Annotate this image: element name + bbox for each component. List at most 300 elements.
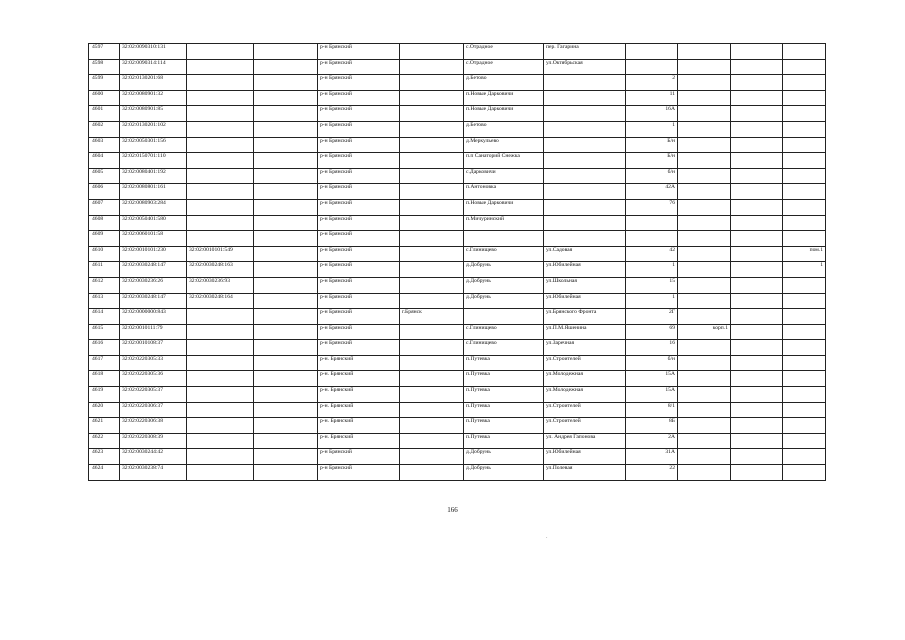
city-cell [400, 75, 464, 91]
empty-cell [254, 44, 318, 60]
empty-cell [254, 433, 318, 449]
district-cell: р-н Брянский [318, 153, 400, 169]
house-number-cell [626, 231, 678, 247]
row-number-cell: 4607 [89, 199, 120, 215]
house-number-cell: 16 [626, 340, 678, 356]
building-cell [678, 137, 731, 153]
linked-cadastral-cell: 32:02:0010101:549 [187, 246, 254, 262]
city-cell [400, 355, 464, 371]
table-row [89, 246, 826, 262]
row-number-cell: 4611 [89, 262, 120, 278]
row-number-cell: 4618 [89, 371, 120, 387]
row-number-cell: 4624 [89, 465, 120, 481]
table-row [89, 59, 826, 75]
linked-cadastral-cell [187, 44, 254, 60]
locality-cell: п.Путевка [464, 402, 544, 418]
street-cell: ул. Андрея Гапонова [544, 433, 626, 449]
empty-cell [254, 418, 318, 434]
street-cell: пер. Гагарина [544, 44, 626, 60]
cadastral-number-cell: 32:02:0080801:161 [120, 184, 187, 200]
linked-cadastral-cell [187, 215, 254, 231]
cadastral-number-cell: 32:02:0010111:79 [120, 324, 187, 340]
street-cell: ул.Юбилейная [544, 262, 626, 278]
street-cell: ул.Юбилейная [544, 449, 626, 465]
row-number-cell: 4605 [89, 168, 120, 184]
house-number-cell: 15А [626, 371, 678, 387]
premises-cell [783, 168, 826, 184]
house-number-cell: 2А [626, 433, 678, 449]
empty-cell [731, 184, 783, 200]
empty-cell [254, 199, 318, 215]
locality-cell: д.Добрунь [464, 465, 544, 481]
house-number-cell [626, 44, 678, 60]
premises-cell [783, 153, 826, 169]
row-number-cell: 4604 [89, 153, 120, 169]
linked-cadastral-cell: 32:02:0030236:93 [187, 277, 254, 293]
linked-cadastral-cell [187, 59, 254, 75]
district-cell: р-н Брянский [318, 449, 400, 465]
linked-cadastral-cell [187, 153, 254, 169]
premises-cell [783, 199, 826, 215]
table-row [89, 418, 826, 434]
empty-cell [254, 215, 318, 231]
city-cell [400, 90, 464, 106]
city-cell [400, 59, 464, 75]
city-cell [400, 153, 464, 169]
table-row [89, 340, 826, 356]
district-cell: р-н Брянский [318, 465, 400, 481]
empty-cell [731, 44, 783, 60]
city-cell [400, 231, 464, 247]
premises-cell [783, 59, 826, 75]
empty-cell [731, 90, 783, 106]
empty-cell [731, 340, 783, 356]
empty-cell [731, 465, 783, 481]
premises-cell [783, 433, 826, 449]
house-number-cell: 42 [626, 246, 678, 262]
street-cell [544, 75, 626, 91]
district-cell: р-н Брянский [318, 59, 400, 75]
district-cell: р-н Брянский [318, 309, 400, 325]
cadastral-number-cell: 32:02:0030248:147 [120, 262, 187, 278]
cadastral-number-cell: 32:02:0050401:580 [120, 215, 187, 231]
table-row [89, 199, 826, 215]
district-cell: р-н. Брянский [318, 433, 400, 449]
street-cell: ул.Строителей [544, 418, 626, 434]
empty-cell [731, 153, 783, 169]
empty-cell [254, 277, 318, 293]
table-row [89, 433, 826, 449]
empty-cell [731, 402, 783, 418]
cadastral-number-cell: 32:02:0030238:74 [120, 465, 187, 481]
table-row [89, 44, 826, 60]
empty-cell [731, 215, 783, 231]
building-cell [678, 59, 731, 75]
city-cell [400, 106, 464, 122]
row-number-cell: 4606 [89, 184, 120, 200]
premises-cell [783, 121, 826, 137]
empty-cell [254, 246, 318, 262]
locality-cell: п.Путевка [464, 387, 544, 403]
premises-cell [783, 418, 826, 434]
empty-cell [731, 371, 783, 387]
street-cell: ул.Октябрьская [544, 59, 626, 75]
table-row [89, 137, 826, 153]
house-number-cell: 15 [626, 277, 678, 293]
table-row [89, 371, 826, 387]
locality-cell: с.Дарковичи [464, 168, 544, 184]
empty-cell [254, 168, 318, 184]
empty-cell [254, 90, 318, 106]
district-cell: р-н Брянский [318, 75, 400, 91]
city-cell [400, 387, 464, 403]
building-cell [678, 433, 731, 449]
city-cell [400, 418, 464, 434]
row-number-cell: 4602 [89, 121, 120, 137]
locality-cell: с.Глинищево [464, 246, 544, 262]
empty-cell [254, 309, 318, 325]
cadastral-number-cell: 32:02:0220305:37 [120, 387, 187, 403]
district-cell: р-н Брянский [318, 277, 400, 293]
cadastral-number-cell: 32:02:0220305:33 [120, 355, 187, 371]
premises-cell [783, 309, 826, 325]
district-cell: р-н Брянский [318, 340, 400, 356]
table-row [89, 106, 826, 122]
cadastral-number-cell: 32:02:0030248:147 [120, 293, 187, 309]
building-cell [678, 309, 731, 325]
linked-cadastral-cell [187, 137, 254, 153]
house-number-cell: б/н [626, 168, 678, 184]
locality-cell: с.Отрадное [464, 44, 544, 60]
building-cell [678, 106, 731, 122]
table-row [89, 262, 826, 278]
house-number-cell: 22 [626, 465, 678, 481]
empty-cell [731, 355, 783, 371]
locality-cell: п.п Санаторий Снежка [464, 153, 544, 169]
city-cell [400, 340, 464, 356]
table-row [89, 168, 826, 184]
district-cell: р-н Брянский [318, 262, 400, 278]
locality-cell: п.Новые Дарковичи [464, 106, 544, 122]
building-cell [678, 449, 731, 465]
cadastral-number-cell: 32:02:0030244:42 [120, 449, 187, 465]
street-cell [544, 168, 626, 184]
city-cell [400, 44, 464, 60]
district-cell: р-н. Брянский [318, 387, 400, 403]
building-cell [678, 262, 731, 278]
district-cell: р-н Брянский [318, 106, 400, 122]
empty-cell [731, 324, 783, 340]
cadastral-number-cell: 32:02:0030236:26 [120, 277, 187, 293]
row-number-cell: 4615 [89, 324, 120, 340]
city-cell [400, 277, 464, 293]
house-number-cell: 1 [626, 293, 678, 309]
street-cell: ул.Брянского Фронта [544, 309, 626, 325]
empty-cell [731, 168, 783, 184]
linked-cadastral-cell [187, 121, 254, 137]
city-cell [400, 137, 464, 153]
street-cell [544, 137, 626, 153]
locality-cell [464, 309, 544, 325]
premises-cell [783, 340, 826, 356]
district-cell: р-н Брянский [318, 184, 400, 200]
house-number-cell: 8/1 [626, 402, 678, 418]
city-cell [400, 246, 464, 262]
building-cell [678, 277, 731, 293]
locality-cell [464, 231, 544, 247]
cadastral-number-cell: 32:02:0220306:38 [120, 418, 187, 434]
building-cell [678, 44, 731, 60]
empty-cell [731, 418, 783, 434]
street-cell: ул.Молодежная [544, 387, 626, 403]
registry-body [89, 44, 826, 481]
row-number-cell: 4610 [89, 246, 120, 262]
linked-cadastral-cell [187, 465, 254, 481]
row-number-cell: 4613 [89, 293, 120, 309]
row-number-cell: 4601 [89, 106, 120, 122]
empty-cell [731, 309, 783, 325]
premises-cell [783, 402, 826, 418]
district-cell: р-н. Брянский [318, 418, 400, 434]
city-cell [400, 324, 464, 340]
house-number-cell: 11 [626, 90, 678, 106]
building-cell [678, 75, 731, 91]
premises-cell [783, 324, 826, 340]
district-cell: р-н Брянский [318, 44, 400, 60]
empty-cell [731, 75, 783, 91]
locality-cell: д.Меркульево [464, 137, 544, 153]
street-cell: ул.Школьная [544, 277, 626, 293]
city-cell [400, 402, 464, 418]
building-cell [678, 168, 731, 184]
locality-cell: д.Добрунь [464, 277, 544, 293]
premises-cell: пом.1 [783, 246, 826, 262]
table-row [89, 121, 826, 137]
locality-cell: с.Отрадное [464, 59, 544, 75]
premises-cell [783, 215, 826, 231]
empty-cell [254, 340, 318, 356]
empty-cell [254, 137, 318, 153]
street-cell: ул.П.М.Яшенина [544, 324, 626, 340]
house-number-cell: б/н [626, 355, 678, 371]
street-cell [544, 231, 626, 247]
premises-cell: 1 [783, 262, 826, 278]
empty-cell [731, 137, 783, 153]
district-cell: р-н Брянский [318, 199, 400, 215]
street-cell [544, 121, 626, 137]
empty-cell [731, 231, 783, 247]
empty-cell [254, 121, 318, 137]
row-number-cell: 4597 [89, 44, 120, 60]
empty-cell [254, 262, 318, 278]
empty-cell [254, 402, 318, 418]
premises-cell [783, 90, 826, 106]
street-cell: ул.Садовая [544, 246, 626, 262]
table-row [89, 90, 826, 106]
row-number-cell: 4623 [89, 449, 120, 465]
building-cell [678, 418, 731, 434]
house-number-cell: Б/н [626, 153, 678, 169]
premises-cell [783, 465, 826, 481]
city-cell: г.Брянск [400, 309, 464, 325]
linked-cadastral-cell [187, 231, 254, 247]
house-number-cell [626, 59, 678, 75]
house-number-cell: 2 [626, 75, 678, 91]
house-number-cell: 69 [626, 324, 678, 340]
city-cell [400, 121, 464, 137]
building-cell [678, 231, 731, 247]
empty-cell [731, 449, 783, 465]
empty-cell [731, 262, 783, 278]
cadastral-number-cell: 32:02:0220305:36 [120, 371, 187, 387]
premises-cell [783, 137, 826, 153]
row-number-cell: 4603 [89, 137, 120, 153]
row-number-cell: 4621 [89, 418, 120, 434]
locality-cell: д.Бетово [464, 121, 544, 137]
locality-cell: д.Добрунь [464, 449, 544, 465]
cadastral-number-cell: 32:02:0130201:102 [120, 121, 187, 137]
city-cell [400, 199, 464, 215]
empty-cell [254, 75, 318, 91]
scan-speck: . [546, 534, 548, 540]
cadastral-number-cell: 32:02:0080903:284 [120, 199, 187, 215]
linked-cadastral-cell [187, 309, 254, 325]
premises-cell [783, 293, 826, 309]
locality-cell: п.Мичуринский [464, 215, 544, 231]
linked-cadastral-cell [187, 199, 254, 215]
premises-cell [783, 44, 826, 60]
city-cell [400, 262, 464, 278]
cadastral-number-cell: 32:02:0080901:32 [120, 90, 187, 106]
row-number-cell: 4620 [89, 402, 120, 418]
cadastral-number-cell: 32:02:0220306:37 [120, 402, 187, 418]
locality-cell: п.Антоновка [464, 184, 544, 200]
district-cell: р-н. Брянский [318, 355, 400, 371]
empty-cell [731, 199, 783, 215]
table-row [89, 277, 826, 293]
table-row [89, 231, 826, 247]
street-cell: ул.Юбилейная [544, 293, 626, 309]
premises-cell [783, 449, 826, 465]
cadastral-number-cell: 32:02:0010108:37 [120, 340, 187, 356]
linked-cadastral-cell [187, 324, 254, 340]
cadastral-number-cell: 32:02:0150701:110 [120, 153, 187, 169]
premises-cell [783, 371, 826, 387]
premises-cell [783, 106, 826, 122]
district-cell: р-н Брянский [318, 293, 400, 309]
linked-cadastral-cell [187, 402, 254, 418]
building-cell [678, 199, 731, 215]
house-number-cell: 42А [626, 184, 678, 200]
district-cell: р-н. Брянский [318, 371, 400, 387]
city-cell [400, 168, 464, 184]
premises-cell [783, 184, 826, 200]
city-cell [400, 293, 464, 309]
street-cell: ул.Строителей [544, 355, 626, 371]
building-cell [678, 371, 731, 387]
table-row [89, 293, 826, 309]
empty-cell [731, 246, 783, 262]
empty-cell [254, 355, 318, 371]
linked-cadastral-cell [187, 340, 254, 356]
house-number-cell: 1 [626, 262, 678, 278]
premises-cell [783, 355, 826, 371]
row-number-cell: 4616 [89, 340, 120, 356]
locality-cell: п.Новые Дарковичи [464, 90, 544, 106]
row-number-cell: 4599 [89, 75, 120, 91]
empty-cell [254, 153, 318, 169]
city-cell [400, 449, 464, 465]
linked-cadastral-cell [187, 184, 254, 200]
row-number-cell: 4612 [89, 277, 120, 293]
building-cell [678, 90, 731, 106]
building-cell [678, 293, 731, 309]
linked-cadastral-cell [187, 106, 254, 122]
table-row [89, 215, 826, 231]
district-cell: р-н. Брянский [318, 402, 400, 418]
table-row [89, 387, 826, 403]
empty-cell [731, 387, 783, 403]
building-cell [678, 340, 731, 356]
empty-cell [254, 371, 318, 387]
cadastral-number-cell: 32:02:0050301:156 [120, 137, 187, 153]
building-cell [678, 121, 731, 137]
table-row [89, 402, 826, 418]
linked-cadastral-cell [187, 168, 254, 184]
linked-cadastral-cell [187, 433, 254, 449]
empty-cell [254, 449, 318, 465]
building-cell [678, 402, 731, 418]
cadastral-number-cell: 32:02:0130201:68 [120, 75, 187, 91]
empty-cell [254, 324, 318, 340]
locality-cell: п.Путевка [464, 355, 544, 371]
district-cell: р-н Брянский [318, 215, 400, 231]
linked-cadastral-cell [187, 90, 254, 106]
premises-cell [783, 387, 826, 403]
row-number-cell: 4598 [89, 59, 120, 75]
linked-cadastral-cell [187, 387, 254, 403]
district-cell: р-н Брянский [318, 137, 400, 153]
page-number: 166 [447, 506, 458, 514]
locality-cell: с.Глинищево [464, 324, 544, 340]
locality-cell: с.Глинищево [464, 340, 544, 356]
district-cell: р-н Брянский [318, 168, 400, 184]
empty-cell [254, 106, 318, 122]
cadastral-number-cell: 32:02:0220308:39 [120, 433, 187, 449]
locality-cell: п.Путевка [464, 371, 544, 387]
house-number-cell: Б/н [626, 137, 678, 153]
house-number-cell: 15А [626, 387, 678, 403]
table-row [89, 75, 826, 91]
empty-cell [731, 293, 783, 309]
linked-cadastral-cell: 32:02:0030248:164 [187, 293, 254, 309]
building-cell [678, 387, 731, 403]
street-cell [544, 153, 626, 169]
street-cell [544, 106, 626, 122]
house-number-cell [626, 215, 678, 231]
linked-cadastral-cell [187, 355, 254, 371]
district-cell: р-н Брянский [318, 246, 400, 262]
table-row [89, 184, 826, 200]
empty-cell [731, 277, 783, 293]
premises-cell [783, 277, 826, 293]
row-number-cell: 4608 [89, 215, 120, 231]
house-number-cell: 2Г [626, 309, 678, 325]
table-row [89, 309, 826, 325]
cadastral-number-cell: 32:02:0080401:192 [120, 168, 187, 184]
linked-cadastral-cell [187, 418, 254, 434]
empty-cell [254, 59, 318, 75]
